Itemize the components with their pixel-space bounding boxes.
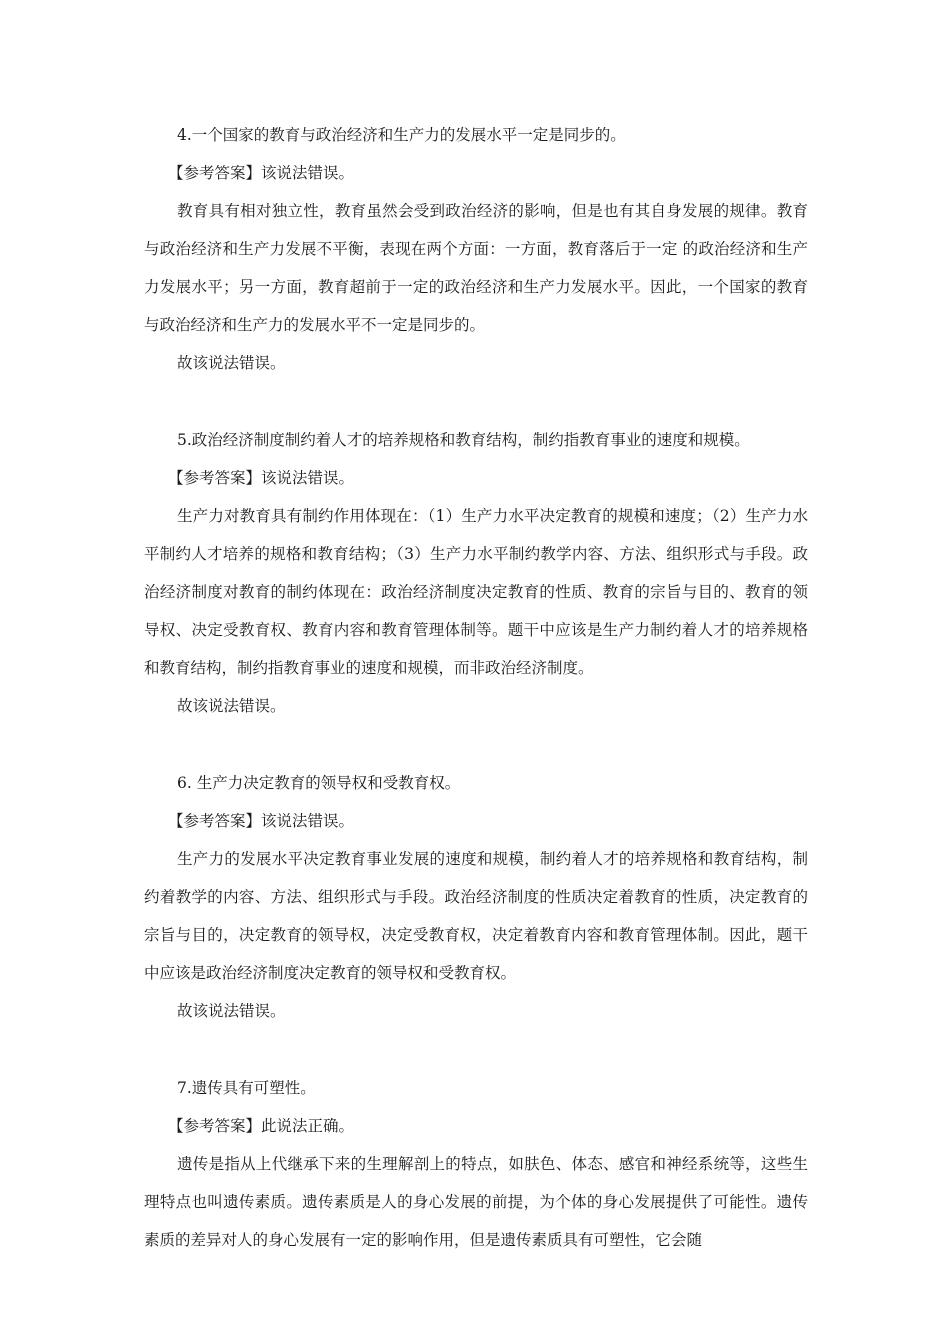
reference-answer: 【参考答案】该说法错误。 — [168, 164, 355, 182]
question-title: 6. 生产力决定教育的领导权和受教育权。 — [177, 774, 461, 792]
question-5 — [144, 421, 808, 725]
explanation-paragraph: 生产力对教育具有制约作用体现在：（1）生产力水平决定教育的规模和速度；（2）生产力水平制约人才培养的规格和教育结构；（3）生产力水平制约教学内容、方法、组织形式与手段。政治经济制度对教育的制约体现在：政治经济制度决定教育的性质、教育的宗旨与目的、教育的领导权、决定受教育权、教育内容和教育管理体制等。题干中应该是生产力制约着人才的培养规格和教育结构，制约指教育事业的速度和规模，而非政治经济制度。 — [144, 507, 808, 677]
conclusion: 故该说法错误。 — [177, 697, 286, 715]
document-body — [144, 116, 808, 1298]
question-title: 4.一个国家的教育与政治经济和生产力的发展水平一定是同步的。 — [177, 126, 626, 144]
question-6 — [144, 764, 808, 1030]
question-title: 7.遗传具有可塑性。 — [177, 1079, 316, 1097]
explanation-paragraph: 遗传是指从上代继承下来的生理解剖上的特点，如肤色、体态、感官和神经系统等，这些生理特点也叫遗传素质。遗传素质是人的身心发展的前提，为个体的身心发展提供了可能性。遗传素质的差异对人的身心发展有一定的影响作用，但是遗传素质具有可塑性，它会随 — [144, 1155, 808, 1249]
question-4 — [144, 116, 808, 382]
question-title: 5.政治经济制度制约着人才的培养规格和教育结构，制约指教育事业的速度和规模。 — [177, 431, 750, 449]
conclusion: 故该说法错误。 — [177, 1002, 286, 1020]
reference-answer: 【参考答案】该说法错误。 — [168, 812, 355, 830]
reference-answer: 【参考答案】此说法正确。 — [168, 1117, 355, 1135]
explanation-paragraph: 教育具有相对独立性，教育虽然会受到政治经济的影响，但是也有其自身发展的规律。教育与政治经济和生产力发展不平衡，表现在两个方面：一方面，教育落后于一定 的政治经济和生产力发展水平；另一方面，教育超前于一定的政治经济和生产力发展水平。因此，一个国家的教育与政治经济和生产力的发展水平不一定是同步的。 — [144, 202, 808, 334]
reference-answer: 【参考答案】该说法错误。 — [168, 469, 355, 487]
conclusion: 故该说法错误。 — [177, 354, 286, 372]
explanation-paragraph: 生产力的发展水平决定教育事业发展的速度和规模，制约着人才的培养规格和教育结构，制约着教学的内容、方法、组织形式与手段。政治经济制度的性质决定着教育的性质，决定教育的宗旨与目的，决定教育的领导权，决定受教育权，决定着教育内容和教育管理体制。因此，题干中应该是政治经济制度决定教育的领导权和受教育权。 — [144, 850, 808, 982]
question-7 — [144, 1069, 808, 1259]
